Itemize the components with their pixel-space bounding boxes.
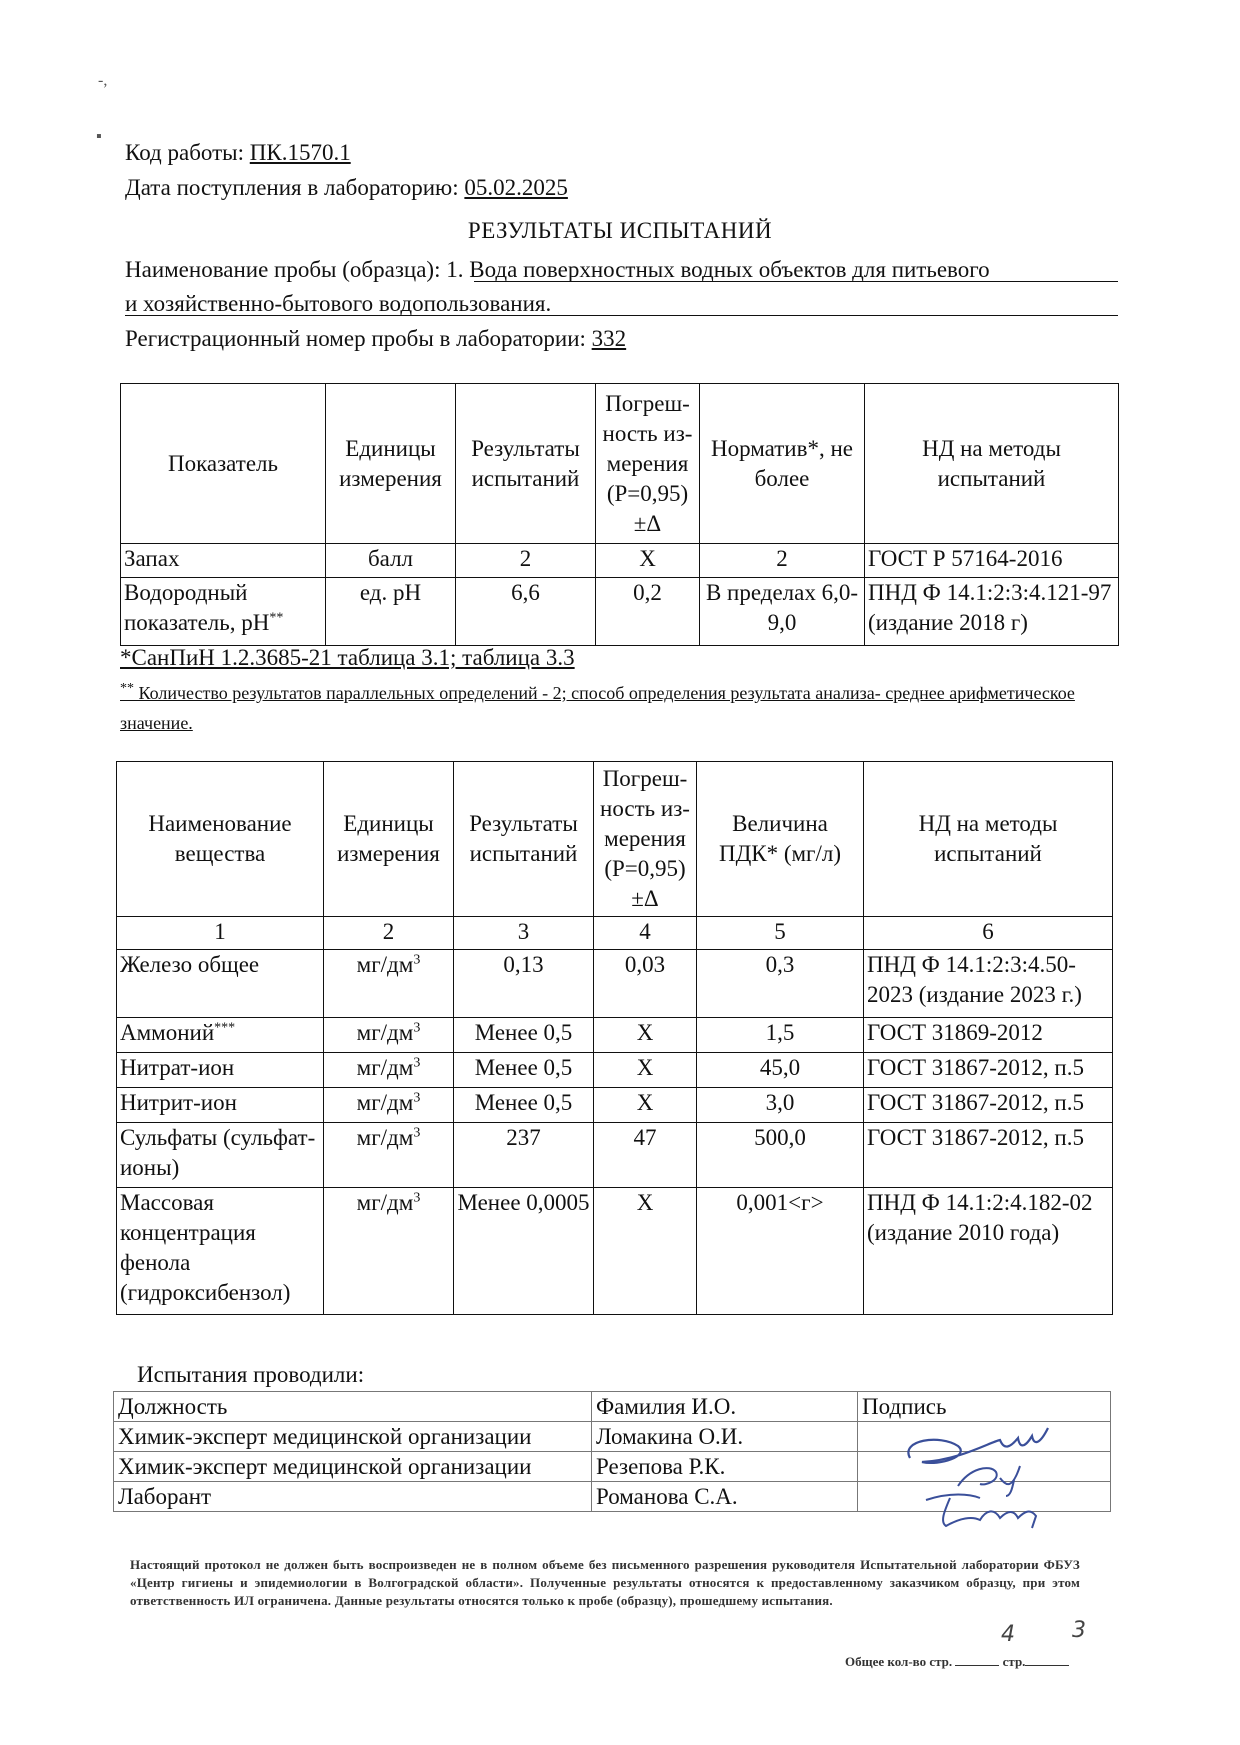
registration-line <box>125 326 626 352</box>
page-title: РЕЗУЛЬТАТЫ ИСПЫТАНИЙ <box>467 218 773 243</box>
unit-label: мг/дм <box>356 1055 414 1080</box>
result-cell: Менее 0,5 <box>454 1018 594 1053</box>
pdk-cell: 1,5 <box>697 1018 864 1053</box>
table-row <box>117 1053 1113 1088</box>
footnote-mark: *** <box>214 1020 236 1036</box>
column-header: Величина ПДК* (мг/л) <box>697 762 864 917</box>
result-cell: 2 <box>456 544 596 578</box>
indicator-name: Водородный показатель, рН <box>124 580 270 635</box>
table-row <box>121 578 1119 646</box>
error-cell: Х <box>594 1188 697 1315</box>
column-number: 5 <box>697 917 864 950</box>
result-cell: 6,6 <box>456 578 596 646</box>
table-header-row <box>117 762 1113 917</box>
parallel-footnote-text: Количество результатов параллельных определений - 2; способ определения результата анализа- среднее арифметическое значение. <box>120 683 1075 733</box>
staff-position: Химик-эксперт медицинской организации <box>114 1452 592 1482</box>
registration-value: 332 <box>591 326 627 351</box>
staff-name: Резепова Р.К. <box>592 1452 858 1482</box>
indicator-name: Запах <box>124 546 180 571</box>
column-header: Погреш-ность из-мерения (Р=0,95) ±Δ <box>596 384 700 544</box>
table-row <box>117 1123 1113 1188</box>
sample-value-line1: 1. Вода поверхностных водных объектов для питьевого <box>446 257 990 282</box>
total-pages-label: Общее кол-во стр. <box>845 1654 956 1669</box>
parallel-footnote <box>120 678 1120 738</box>
method-cell: ГОСТ 31867-2012, п.5 <box>864 1088 1113 1123</box>
page-count <box>845 1654 1069 1670</box>
sample-underline-1 <box>474 281 1118 282</box>
unit-exponent: 3 <box>413 1055 421 1071</box>
receipt-date-value: 05.02.2025 <box>464 175 568 200</box>
result-cell: 0,13 <box>454 950 594 1018</box>
pdk-cell: 3,0 <box>697 1088 864 1123</box>
column-header: Результаты испытаний <box>456 384 596 544</box>
handwritten-page-total: 3 <box>1072 1618 1086 1643</box>
error-cell: Х <box>594 1018 697 1053</box>
work-code-label: Код работы: <box>125 140 250 165</box>
unit-exponent: 3 <box>413 952 421 968</box>
method-cell: ГОСТ 31869-2012 <box>864 1018 1113 1053</box>
column-header: Единицы измерения <box>324 762 454 917</box>
staff-name: Ломакина О.И. <box>592 1422 858 1452</box>
result-cell: Менее 0,5 <box>454 1088 594 1123</box>
error-cell: Х <box>594 1088 697 1123</box>
unit-exponent: 3 <box>413 1190 421 1206</box>
work-code-line <box>125 140 351 166</box>
footnote-mark: ** <box>269 610 284 626</box>
sample-label: Наименование пробы (образца): <box>125 257 447 282</box>
signature-3-icon <box>920 1488 1060 1534</box>
column-header: Подпись <box>858 1392 1111 1422</box>
receipt-date-line <box>125 175 568 201</box>
method-cell: ГОСТ 31867-2012, п.5 <box>864 1053 1113 1088</box>
substance-name: Аммоний <box>120 1020 215 1045</box>
disclaimer-text: Настоящий протокол не должен быть воспроизведен не в полном объеме без письменного разрешения руководителя Испытательной лаборатории ФБУЗ «Центр гигиены и эпидемиологии в Волгоградской области». Полученные результаты относятся к предоставленному заказчиком образцу, при этом ответственность ИЛ ограничена. Данные результаты относятся только к пробе (образцу), прошедшему испытания. <box>130 1557 1080 1608</box>
error-cell: 47 <box>594 1123 697 1188</box>
table-row <box>117 1018 1113 1053</box>
handwritten-page-current: 4 <box>1001 1622 1015 1647</box>
unit-exponent: 3 <box>413 1125 421 1141</box>
column-header: НД на методы испытаний <box>865 384 1119 544</box>
pdk-cell: 0,3 <box>697 950 864 1018</box>
blank-field <box>955 1665 999 1666</box>
blank-field <box>1025 1665 1069 1666</box>
scan-mark: -, <box>98 72 108 89</box>
column-header: Наименование вещества <box>117 762 324 917</box>
registration-label: Регистрационный номер пробы в лаборатории: <box>125 326 592 351</box>
column-header: Погреш-ность из-мерения (Р=0,95) ±Δ <box>594 762 697 917</box>
substance-name: Сульфаты (сульфат-ионы) <box>120 1125 316 1180</box>
substance-name: Массовая концентрация фенола (гидроксибензол) <box>120 1190 291 1305</box>
staff-header-row <box>114 1392 1111 1422</box>
method-cell: ПНД Ф 14.1:2:4.182-02 (издание 2010 года) <box>864 1188 1113 1315</box>
column-header: Единицы измерения <box>326 384 456 544</box>
substance-name: Железо общее <box>120 952 260 977</box>
scan-mark: ▪ <box>96 128 102 145</box>
column-number: 2 <box>324 917 454 950</box>
work-code-value: ПК.1570.1 <box>249 140 351 165</box>
substances-table <box>116 761 1113 1315</box>
column-header: Показатель <box>121 384 326 544</box>
unit-exponent: 3 <box>413 1090 421 1106</box>
error-cell: Х <box>594 1053 697 1088</box>
unit-label: мг/дм <box>356 1020 414 1045</box>
norm-footnote: *СанПиН 1.2.3685-21 таблица 3.1; таблица 3.3 <box>120 645 575 670</box>
unit-label: мг/дм <box>356 1190 414 1215</box>
result-cell: Менее 0,0005 <box>454 1188 594 1315</box>
column-number: 6 <box>864 917 1113 950</box>
column-header: Должность <box>114 1392 592 1422</box>
unit-label: мг/дм <box>356 1090 414 1115</box>
staff-position: Химик-эксперт медицинской организации <box>114 1422 592 1452</box>
table-row <box>117 1188 1113 1315</box>
method-cell: ГОСТ 31867-2012, п.5 <box>864 1123 1113 1188</box>
column-number: 4 <box>594 917 697 950</box>
method-cell: ГОСТ Р 57164-2016 <box>865 544 1119 578</box>
result-cell: Менее 0,5 <box>454 1053 594 1088</box>
column-number: 3 <box>454 917 594 950</box>
table-row <box>121 544 1119 578</box>
sample-underline-2 <box>125 315 1118 316</box>
norm-cell: В пределах 6,0-9,0 <box>700 578 865 646</box>
unit-label: мг/дм <box>356 952 414 977</box>
pdk-cell: 0,001<г> <box>697 1188 864 1315</box>
error-cell: 0,2 <box>596 578 700 646</box>
sample-value-line2: и хозяйственно-бытового водопользования. <box>125 291 552 316</box>
result-cell: 237 <box>454 1123 594 1188</box>
error-cell: Х <box>596 544 700 578</box>
staff-position: Лаборант <box>114 1482 592 1512</box>
substance-name: Нитрит-ион <box>120 1090 237 1115</box>
column-header: Результаты испытаний <box>454 762 594 917</box>
column-header: Фамилия И.О. <box>592 1392 858 1422</box>
indicators-table <box>120 383 1119 646</box>
table-row <box>117 1088 1113 1123</box>
column-number-row <box>117 917 1113 950</box>
substance-name: Нитрат-ион <box>120 1055 235 1080</box>
method-cell: ПНД Ф 14.1:2:3:4.121-97 (издание 2018 г) <box>865 578 1119 646</box>
pages-label: стр. <box>999 1654 1026 1669</box>
unit-cell: ед. рН <box>326 578 456 646</box>
pdk-cell: 45,0 <box>697 1053 864 1088</box>
norm-cell: 2 <box>700 544 865 578</box>
method-cell: ПНД Ф 14.1:2:3:4.50-2023 (издание 2023 г.) <box>864 950 1113 1018</box>
table-row <box>117 950 1113 1018</box>
error-cell: 0,03 <box>594 950 697 1018</box>
column-number: 1 <box>117 917 324 950</box>
column-header: НД на методы испытаний <box>864 762 1113 917</box>
unit-label: мг/дм <box>356 1125 414 1150</box>
table-header-row <box>121 384 1119 544</box>
footnote-mark: ** <box>120 681 134 696</box>
unit-cell: балл <box>326 544 456 578</box>
unit-exponent: 3 <box>413 1020 421 1036</box>
receipt-date-label: Дата поступления в лабораторию: <box>125 175 465 200</box>
pdk-cell: 500,0 <box>697 1123 864 1188</box>
sample-name-block <box>125 253 1125 321</box>
staff-caption: Испытания проводили: <box>137 1362 365 1387</box>
staff-name: Романова С.А. <box>592 1482 858 1512</box>
column-header: Норматив*, не более <box>700 384 865 544</box>
